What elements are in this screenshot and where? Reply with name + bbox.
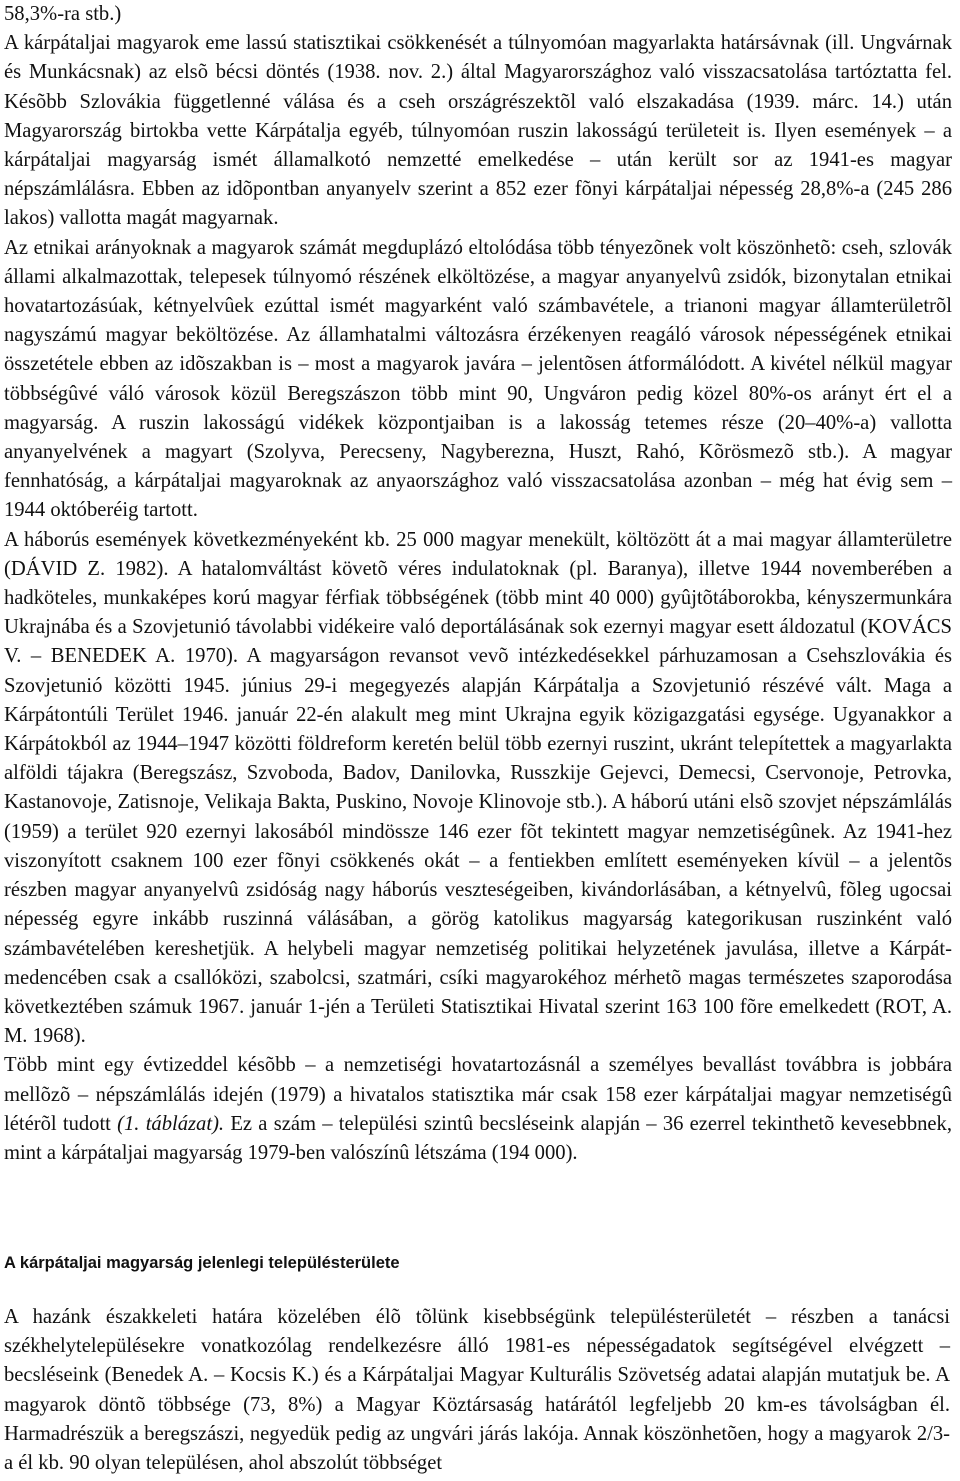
paragraph-war-consequences: A háborús események következményeként kb. 25 000 magyar menekült, költözött át a mai magyar államterületre (DÁVID Z. 1982). A hatalomváltást követõ véres indulatoknak (pl. Baranya), illetve 1944 novemberében a hadköteles, munkaképes korú magyar férfiak többségének (több mint 40 000) gyûjtõtáborokba, kényszermunkára Ukrajnába és a Szovjetunió távolabbi vidékeire való deportálásának sok ezernyi magyar esett áldozatul (KOVÁCS V. – BENEDEK A. 1970). A magyarságon revansot vevõ intézkedésekkel párhuzamosan a Csehszlovákia és Szovjetunió közötti 1945. június 29-i megegyezés alapján Kárpátalja a Szovjetunió részévé vált. Maga a Kárpátontúli Terület 1946. január 22-én alakult meg mint Ukrajna egyik közigazgatási egysége. Ugyanakkor a Kárpátokból az 1944–1947 közötti földreform keretén belül több ezernyi ruszint, ukránt telepítettek a magyarlakta alföldi tájakra (Beregszász, Szvoboda, Badov, Danilovka, Russzkije Gejevci, Demecsi, Cservonoje, Petrovka, Kastanovoje, Zatisnoje, Velikaja Bakta, Puskino, Novoje Klinovoje stb.). A háború utáni elsõ szovjet népszámlálás (1959) a terület 920 ezernyi lakosából mindössze 146 ezer fõt tekintett magyar nemzetiségûnek. Az 1941-hez viszonyított csaknem 100 ezer fõnyi csökkenés okát – a fentiekben említett eseményeken kívül – a jelentõs részben magyar anyanyelvû zsidóság nagy háborús veszteségeiben, kivándorlásában, a kétnyelvû, fõleg ugocsai népesség egyre inkább ruszinná válásában, a görög katolikus magyarság kategorikusan ruszinként való számbavételében kereshetjük. A helybeli magyar nemzetiség politikai helyzetének javulása, illetve a Kárpát-medencében csak a csallóközi, szabolcsi, szatmári, csíki magyarokéhoz mérhetõ magas természetes szaporodása következtében számuk 1967. január 1-jén a Területi Statisztikai Hivatal szerint 163 100 fõre emelkedett (ROT, A. M. 1968).	[4, 528, 952, 1048]
paragraph-1979-text-b: Ez a szám – települési szintû becsléseink alapján – 36 ezerrel tekinthetõ kevesebbnek, mint a kárpátaljai magyarság 1979-ben valószínû létszáma (194 000).	[4, 1112, 953, 1164]
paragraph-continuation: 58,3%-ra stb.)	[4, 3, 122, 25]
paragraph-1979-census	[4, 1051, 952, 1168]
paragraph-ethnic-shift: Az etnikai arányoknak a magyarok számát megduplázó eltolódása több tényezõnek volt köszönhetõ: cseh, szlovák állami alkalmazottak, telepesek túlnyomó részének elköltözése, a magyar anyanyelvû zsidók, bizonytalan etnikai hovatartozásúak, kétnyelvûek ezúttal ismét magyarként való számbavétele, a trianoni magyar államterületrõl nagyszámú magyar beköltözése. Az államhatalmi változásra érzékenyen reagáló városok népességének etnikai összetétele ebben az idõszakban is – most a magyarok javára – jelentõsen átformálódott. A kivétel nélkül magyar többségûvé váló városok közül Beregszászon több mint 90, Ungváron pedig közel 80%-os arányt ért el a magyarság. A ruszin lakosságú vidékek központjaiban is a lakosság tetemes része (20–40%-a) vallotta anyanyelvének a magyart (Szolyva, Perecseny, Nagyberezna, Huszt, Rahó, Kõrösmezõ stb.). A magyar fennhatóság, a kárpátaljai magyaroknak az anyaországhoz való visszacsatolása azonban – még hat évig sem – 1944 októberéig tartott.	[4, 236, 952, 522]
document-page	[4, 0, 952, 1168]
table-reference: (1. táblázat).	[117, 1112, 225, 1135]
paragraph-1979-text-a: Több mint egy évtizeddel késõbb – a nemzetiségi hovatartozásnál a személyes bevallást továbbra is jobbára mellõzõ – népszámlálás idején (1979) a hivatalos statisztika már csak 158 ezer kárpátaljai magyar nemzetiségû létérõl tudott	[4, 1054, 952, 1135]
paragraph-settlement-area: A hazánk északkeleti határa közelében élõ tõlünk kisebbségünk településterületét – részben a tanácsi székhelytelepülésekre vonatkozólag rendelkezésre álló 1981-es népességadatok segítségével elvégzett – becsléseink (Benedek A. – Kocsis K.) és a Kárpátaljai Magyar Kulturális Szövetség adatai alapján mutatjuk be. A magyarok döntõ többsége (73, 8%) a Magyar Köztársaság határától legfeljebb 20 km-es távolságban él. Harmadrészük a beregszászi, negyedük pedig az ungvári járás lakója. Annak köszönhetõen, hogy a magyarok 2/3-a él kb. 90 olyan településen, ahol abszolút többséget	[4, 1306, 950, 1475]
main-text-block	[4, 0, 952, 1168]
section-heading: A kárpátaljai magyarság jelenlegi településterülete	[4, 1254, 400, 1272]
paragraph-first-vienna-award: A kárpátaljai magyarok eme lassú statisztikai csökkenését a túlnyomóan magyarlakta határsávnak (ill. Ungvárnak és Munkácsnak) az elsõ bécsi döntés (1938. nov. 2.) által Magyarországhoz való visszacsatolása tartóztatta fel. Késõbb Szlovákia függetlenné válása és a cseh országrészektõl való elszakadása (1939. márc. 14.) után Magyarország birtokba vette Kárpátalja egyéb, túlnyomóan ruszin lakosságú területeit is. Ilyen események – a kárpátaljai magyarság ismét államalkotó nemzetté emelkedése – után került sor az 1941-es magyar népszámlálásra. Ebben az idõpontban anyanyelv szerint a 852 ezer fõnyi kárpátaljai népesség 28,8%-a (245 286 lakos) vallotta magát magyarnak.	[4, 32, 952, 230]
section-text-block	[4, 1303, 950, 1478]
